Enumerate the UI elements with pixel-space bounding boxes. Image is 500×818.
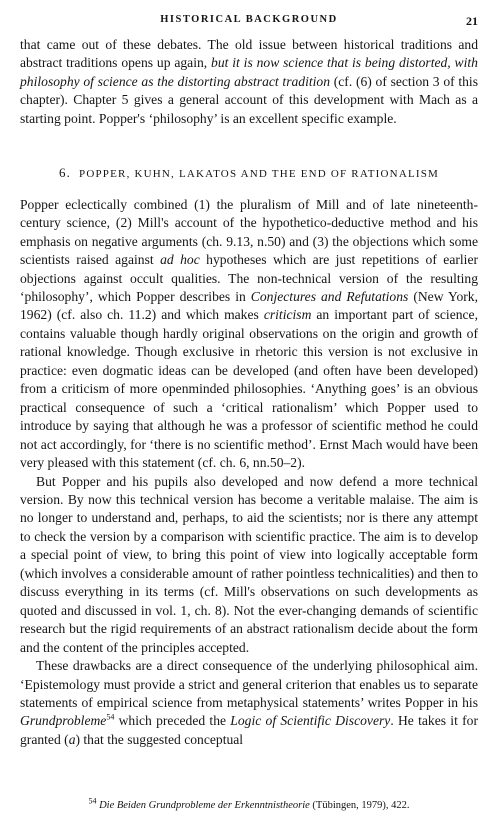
running-head bbox=[20, 14, 478, 30]
paragraph-4-book-title: Grundprobleme bbox=[20, 713, 107, 729]
paragraph-1-emphasis: but it is now science that is being distorted, with philosophy of science as the distorting abstract tradition bbox=[20, 55, 478, 89]
paragraph-1-text-c: (cf. (6) of section 3 of this chapter). Chapter 5 gives a general account of this development with Mach as a starting point. Popper's ‘philosophy’ is an excellent specific example. bbox=[20, 73, 479, 126]
footnote-rest: (Tübingen, 1979), 422. bbox=[309, 800, 410, 811]
paragraph-4-text-e: . He takes it for granted ( bbox=[20, 713, 478, 747]
page-body bbox=[20, 36, 478, 749]
paragraph-4 bbox=[20, 657, 478, 749]
paragraph-2-text-c: hypotheses which are just repetitions of earlier objections against occult qualities. The non-technical version of the resulting ‘philosophy’, which Popper describes in bbox=[20, 252, 479, 304]
paragraph-4-text-a: These drawbacks are a direct consequence of the underlying philosophical aim. ‘Epistemology must provide a strict and general criterion that enables us to separate statements of empirical science from metaphysical statements’ writes Popper in his bbox=[20, 658, 478, 710]
section-number: 6. bbox=[58, 165, 72, 181]
paragraph-2-text-e: (New York, 1962) (cf. also ch. 11.2) and which makes bbox=[20, 288, 478, 323]
paragraph-3: But Popper and his pupils also developed and now defend a more technical version. By now this technical version has become a veritable malaise. The aim is no longer to understand and, perhaps, to aid the scientists; nor is there any attempt to check the version by a comparison with scientific practice. The aim is to develop a special point of view, to bring this point of view into logically acceptable form (which involves a considerable amount of rather pointless technicalities) and then to discuss everything in its terms (cf. Mill's observations on such developments as quoted and discussed in vol. 1, ch. 8). Not the ever-changing demands of scientific research but the rigid requirements of an abstract rationalism decide about the form and the content of the principles accepted. bbox=[20, 473, 478, 655]
paragraph-4-text-g: ) that the suggested conceptual bbox=[75, 731, 244, 747]
paragraph-2-text-g: an important part of science, contains valuable though hardly original observations on the origin and growth of rational knowledge. Though exclusive in rhetoric this version is not exclusive in practice: even dogmatic ideas can be developed (and often have been developed) from a criticism of more openminded philosophies. ‘Anything goes’ is an obvious practical consequence of such a ‘critical rationalism’ which Popper used to introduce by saying that although he was a professor of scientific method he could not act accordingly, for ‘there is no scientific method’. Ernst Mach would have been very pleased with this statement (cf. ch. 6, nn.50–2). bbox=[20, 307, 478, 471]
paragraph-1 bbox=[20, 36, 478, 128]
footnote-marker: 54 bbox=[106, 712, 115, 722]
paragraph-2-text-a: Popper eclectically combined (1) the pluralism of Mill and of late nineteenth-century science, (2) Mill's account of the hypothetico-deductive method and his emphasis on negative arguments (ch. 9.13, n.50) and (3) the objections which some scientists raised against bbox=[20, 196, 478, 268]
paragraph-2-book-title: Conjectures and Refutations bbox=[250, 288, 409, 304]
paragraph-1-text-a: that came out of these debates. The old issue between historical traditions and abstract traditions opens up again, bbox=[20, 37, 478, 71]
section-heading bbox=[20, 164, 478, 183]
paragraph-2-italic-criticism: criticism bbox=[263, 307, 312, 323]
page-number: 21 bbox=[466, 14, 478, 28]
footnote bbox=[20, 796, 478, 811]
paragraph-4-italic-a: a bbox=[68, 731, 76, 747]
paragraph-2 bbox=[20, 196, 478, 473]
section-title: POPPER, KUHN, LAKATOS AND THE END OF RATIONALISM bbox=[79, 168, 440, 181]
footnote-title: Die Beiden Grundprobleme der Erkenntnistheorie bbox=[99, 800, 310, 811]
footnote-number: 54 bbox=[88, 796, 97, 806]
paragraph-4-text-c: which preceded the bbox=[114, 713, 231, 729]
paragraph-4-book-title-2: Logic of Scientific Discovery bbox=[230, 713, 391, 729]
running-head-title: HISTORICAL BACKGROUND bbox=[160, 14, 338, 25]
paragraph-2-italic-ad-hoc: ad hoc bbox=[160, 252, 200, 268]
